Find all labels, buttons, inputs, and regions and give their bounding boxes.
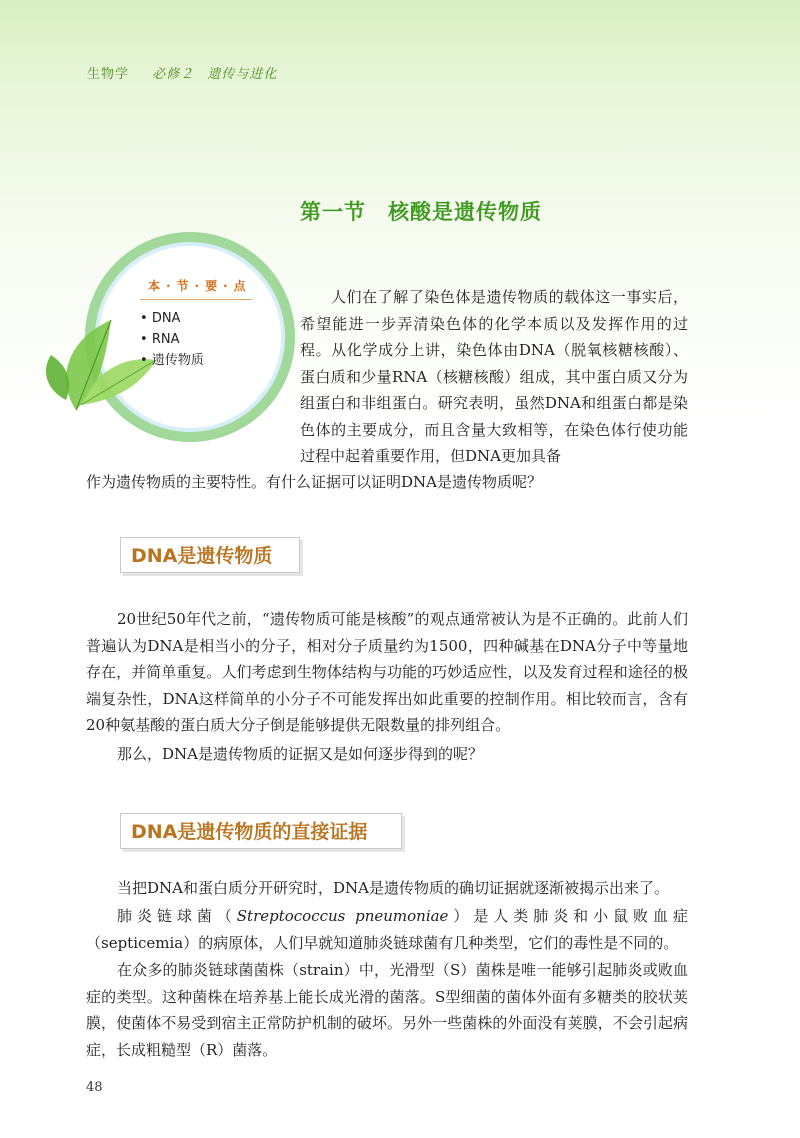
subheading-direct-evidence: DNA是遗传物质的直接证据 xyxy=(120,813,402,849)
header-book: 必修２ xyxy=(152,67,195,82)
intro-paragraph: 人们在了解了染色体是遗传物质的载体这一事实后，希望能进一步弄清染色体的化学本质以及发挥作用的过程。从化学成分上讲，染色体由DNA（脱氧核糖核酸）、蛋白质和少量RNA（核糖核酸）组成，其中蛋白质又分为组蛋白和非组蛋白。研究表明，虽然DNA和组蛋白都是染色体的主要成分，而且含量大致相等，在染色体行使功能过程中起着重要作用，但DNA更加具备 xyxy=(300,288,688,465)
page-number: 48 xyxy=(86,1080,103,1095)
header-subject: 生物学 xyxy=(87,67,130,82)
keypoints-divider xyxy=(140,299,252,300)
body-paragraph xyxy=(86,903,688,956)
body-text: 肺炎链球菌（ xyxy=(117,907,237,925)
keypoints-list xyxy=(140,308,260,371)
keypoint-item: • DNA xyxy=(140,308,260,329)
subheading-dna-genetic-material: DNA是遗传物质 xyxy=(120,537,300,573)
species-name: Streptococcus pneumoniae xyxy=(236,907,449,925)
header-title: 遗传与进化 xyxy=(207,67,278,82)
body-paragraph: 当把DNA和蛋白质分开研究时，DNA是遗传物质的确切证据就逐渐被揭示出来了。 xyxy=(117,879,669,897)
body-text: ）是人类肺炎和小鼠败血症（septicemia）的病原体，人们早就知道肺炎链球菌有几种类型，它们的毒性是不同的。 xyxy=(86,907,688,952)
keypoints-title: 本·节·要·点 xyxy=(148,279,252,293)
keypoint-item: • 遗传物质 xyxy=(140,350,260,371)
keypoint-item: • RNA xyxy=(140,329,260,350)
keypoints-box xyxy=(140,277,260,371)
running-header xyxy=(87,63,277,82)
intro-paragraph-continued: 作为遗传物质的主要特性。有什么证据可以证明DNA是遗传物质呢？ xyxy=(86,473,542,491)
body-paragraph: 那么，DNA是遗传物质的证据又是如何逐步得到的呢？ xyxy=(117,745,483,763)
body-paragraph: 在众多的肺炎链球菌菌株（strain）中，光滑型（S）菌株是唯一能够引起肺炎或败血症的类型。这种菌株在培养基上能长成光滑的菌落。S型细菌的菌体外面有多糖类的胶状荚膜，使菌体不易受到宿主正常防护机制的破坏。另外一些菌株的外面没有荚膜，不会引起病症，长成粗糙型（R）菌落。 xyxy=(86,961,688,1059)
section-title: 第一节 核酸是遗传物质 xyxy=(300,200,542,224)
body-paragraph: 20世纪50年代之前，“遗传物质可能是核酸”的观点通常被认为是不正确的。此前人们普遍认为DNA是相当小的分子，相对分子质量约为1500，四种碱基在DNA分子中等量地存在，并简单重复。人们考虑到生物体结构与功能的巧妙适应性，以及发育过程和途径的极端复杂性，DNA这样简单的小分子不可能发挥出如此重要的控制作用。相比较而言，含有20种氨基酸的蛋白质大分子倒是能够提供无限数量的排列组合。 xyxy=(86,610,688,734)
